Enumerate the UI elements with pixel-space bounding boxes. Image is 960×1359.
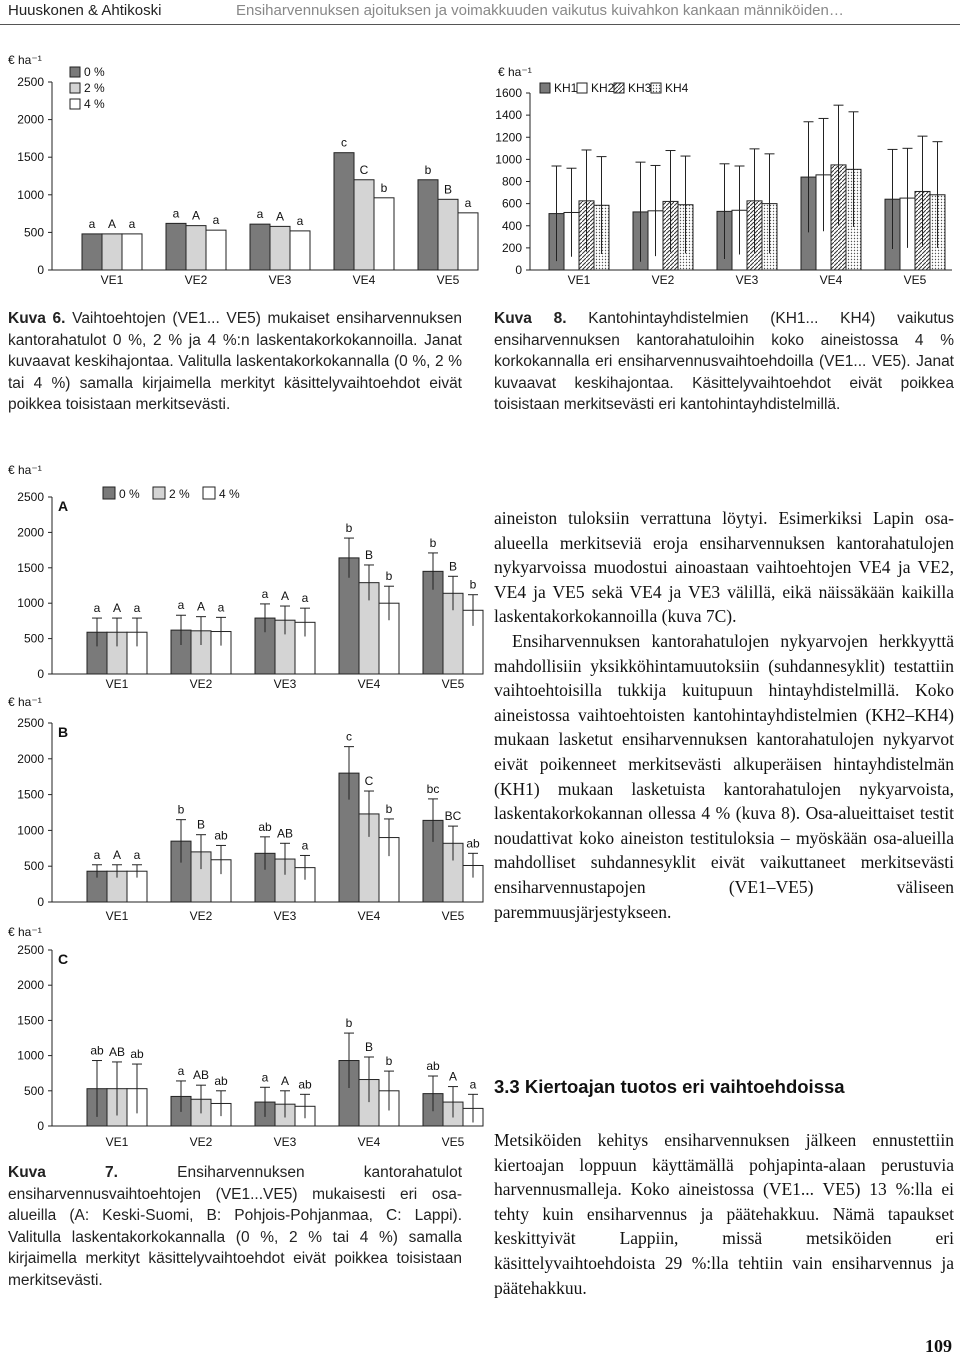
y-tick-label: 1200 [495, 130, 522, 145]
figure-8-caption-label: Kuva 8. [494, 310, 567, 327]
data-label: ab [214, 1073, 228, 1088]
x-tick-label: VE2 [184, 273, 208, 287]
figure-7-caption-label: Kuva 7. [8, 1164, 118, 1181]
data-label: ab [466, 836, 480, 851]
legend-label: 2 % [84, 81, 105, 95]
y-tick-label: 1000 [17, 596, 44, 611]
y-tick-label: 1000 [495, 152, 522, 167]
x-tick-label: VE3 [268, 273, 292, 287]
data-label: ab [214, 828, 228, 843]
x-tick-label: VE4 [357, 677, 381, 691]
data-label: b [469, 577, 477, 592]
x-tick-label: VE2 [189, 1135, 213, 1149]
y-tick-label: 1500 [17, 150, 44, 165]
figure-8-chart [490, 66, 952, 296]
data-label: b [424, 162, 432, 177]
y-tick-label: 2500 [17, 490, 44, 504]
figure-7c-chart [0, 925, 477, 1160]
data-label: A [448, 1069, 458, 1084]
data-label: b [345, 1016, 353, 1031]
y-tick-label: 0 [515, 263, 522, 277]
x-tick-label: VE4 [819, 273, 843, 287]
y-tick-label: 2000 [17, 525, 44, 540]
data-label: A [275, 209, 285, 224]
y-tick-label: 500 [23, 859, 44, 874]
data-label: a [93, 847, 101, 862]
y-tick-label: 2500 [17, 75, 44, 89]
bar [458, 213, 478, 270]
data-label: a [301, 838, 309, 853]
legend-swatch [540, 83, 550, 93]
x-tick-label: VE2 [189, 909, 213, 923]
legend-label: 2 % [169, 487, 190, 501]
bar [354, 180, 374, 270]
bar [186, 226, 206, 270]
data-label: A [196, 599, 206, 614]
legend-label: KH1 [554, 81, 578, 95]
y-tick-label: 0 [37, 895, 44, 909]
legend-swatch [70, 83, 80, 93]
data-label: a [177, 1063, 185, 1078]
legend-swatch [577, 83, 587, 93]
data-label: a [261, 586, 269, 601]
x-tick-label: VE1 [105, 1135, 129, 1149]
data-label: B [364, 1040, 374, 1055]
data-label: A [107, 216, 117, 231]
legend-swatch [70, 67, 80, 77]
x-tick-label: VE2 [651, 273, 675, 287]
x-tick-label: VE3 [273, 909, 297, 923]
panel-letter: A [58, 498, 69, 514]
data-label: ab [258, 819, 272, 834]
figure-8-caption [494, 308, 954, 416]
x-tick-label: VE4 [352, 273, 376, 287]
data-label: bc [426, 781, 440, 796]
figure-6-caption-text: Vaihtoehtojen (VE1... VE5) mukaiset ensiharvennuksen kantorahatulot 0 %, 2 % ja 4 %:n laskentakorkokannoilla. Janat kuvaavat keskihajontaa. Valitulla laskentakorkokannalla (0 %, 2 % tai 4 %) samalla kirjaimella merkityt käsittelyvaihtoehdot eivät poikkea toisistaan merkitsevästi. [8, 310, 463, 413]
y-axis-label: € ha⁻¹ [8, 463, 42, 477]
y-tick-label: 2000 [17, 112, 44, 127]
data-label: b [345, 521, 353, 536]
y-tick-label: 600 [501, 196, 522, 211]
bar [166, 223, 186, 270]
data-label: b [385, 1054, 393, 1069]
figure-7b-chart [0, 695, 480, 926]
data-label: a [261, 1070, 269, 1085]
y-tick-label: 500 [23, 631, 44, 646]
y-tick-label: 1400 [495, 108, 522, 123]
header-running-title: Ensiharvennuksen ajoituksen ja voimakkuuden vaikutus kuivahkon kankaan männiköiden… [236, 2, 844, 19]
y-tick-label: 2000 [17, 751, 44, 766]
data-label: a [469, 1077, 477, 1092]
data-label: C [359, 162, 369, 177]
bar [206, 230, 226, 270]
x-tick-label: VE3 [273, 677, 297, 691]
y-tick-label: 500 [23, 225, 44, 240]
x-tick-label: VE4 [357, 909, 381, 923]
y-tick-label: 1000 [17, 187, 44, 202]
y-tick-label: 1500 [17, 560, 44, 575]
y-tick-label: 1500 [17, 787, 44, 802]
figure-7a-chart [0, 463, 477, 698]
y-tick-label: 1000 [17, 1048, 44, 1063]
y-axis-label: € ha⁻¹ [8, 53, 42, 67]
data-label: b [177, 802, 185, 817]
data-label: a [88, 216, 96, 231]
data-label: a [128, 216, 136, 231]
data-label: B [443, 182, 453, 197]
data-label: a [177, 598, 185, 613]
legend-swatch [153, 487, 165, 499]
legend-label: 0 % [84, 65, 105, 79]
data-label: a [133, 847, 141, 862]
figure-8-caption-text: Kantohintayhdistelmien (KH1... KH4) vaikutus ensiharvennuksen kantorahatuloihin koko aineistossa 4 % korkokannalla eri ensiharvennusvaihtoehdoilla (VE1... VE5). Janat kuvaavat keskihajontaa. Käsittelyvaihtoehdot eivät poikkea toisistaan merkitsevästi eri kantohintayhdistelmillä. [494, 310, 954, 413]
data-label: AB [276, 826, 294, 841]
data-label: c [341, 135, 347, 150]
data-label: ab [298, 1077, 312, 1092]
legend-label: 4 % [219, 487, 240, 501]
running-header [0, 0, 960, 25]
bar [122, 234, 142, 270]
data-label: AB [108, 1044, 126, 1059]
y-axis-label: € ha⁻¹ [498, 65, 532, 79]
data-label: b [429, 535, 437, 550]
data-label: b [385, 801, 393, 816]
data-label: b [385, 569, 393, 584]
body-paragraph: Metsiköiden kehitys ensiharvennuksen jälkeen ennustettiin kiertoajan loppuun käyttämällä pohjapinta-alaan perustuvia harvennusmalleja. Koko aineistossa (VE1... VE5) 13 %:lla ei tehty kuin ensiharvennus ja päätehakkuu. Nämä tapaukset keskittyivät Lappiin, missä metsiköiden eri käsittelyvaihtoehdoista 29 %:lla tehtiin vain ensiharvennus ja päätehakkuu. [494, 1130, 954, 1298]
bar [374, 198, 394, 270]
legend-swatch [70, 99, 80, 109]
data-label: AB [192, 1068, 210, 1083]
x-tick-label: VE5 [441, 909, 465, 923]
body-text-column [494, 506, 954, 924]
y-tick-label: 200 [501, 240, 522, 255]
y-tick-label: 1600 [495, 86, 522, 100]
data-label: BC [444, 809, 462, 824]
legend-swatch [651, 83, 661, 93]
data-label: A [280, 1073, 290, 1088]
legend-swatch [203, 487, 215, 499]
y-tick-label: 500 [23, 1083, 44, 1098]
bar [290, 231, 310, 270]
bar [102, 234, 122, 270]
y-tick-label: 2500 [17, 716, 44, 730]
bar [438, 199, 458, 270]
x-tick-label: VE1 [105, 909, 129, 923]
y-tick-label: 400 [501, 218, 522, 233]
data-label: B [448, 559, 458, 574]
data-label: a [296, 213, 304, 228]
figure-7-caption [8, 1162, 462, 1291]
data-label: A [280, 589, 290, 604]
x-tick-label: VE4 [357, 1135, 381, 1149]
data-label: ab [130, 1047, 144, 1062]
legend-swatch [614, 83, 624, 93]
bar [82, 234, 102, 270]
body-paragraph: aineiston tuloksiin verrattuna löytyi. Esimerkiksi Lapin osa-alueella merkitseviä eroja ensiharvennuksen kantorahatulojen nykyarvoissa muodostui ainoastaan vaihtoehtojen VE4 ja VE2, VE4 ja VE5 sekä VE4 ja VE3 välillä, eikä näissäkään kaikilla laskentakorkokannoilla (kuva 7C). [494, 508, 954, 627]
legend-label: 0 % [119, 487, 140, 501]
y-tick-label: 0 [37, 1119, 44, 1133]
panel-letter: C [58, 951, 69, 967]
legend-label: KH2 [591, 81, 615, 95]
data-label: a [464, 195, 472, 210]
legend-swatch [103, 487, 115, 499]
data-label: b [380, 180, 388, 195]
data-label: B [364, 547, 374, 562]
y-tick-label: 2000 [17, 978, 44, 993]
figure-7-caption-text: Ensiharvennuksen kantorahatulot ensiharvennusvaihtoehtojen (VE1...VE5) mukaisesti eri osa-alueilla (A: Keski-Suomi, B: Pohjois-Pohjanmaa, C: Lappi). Valitulla laskentakorkokannalla (0 %, 2 % tai 4 %) samalla kirjaimella merkityt käsittelyvaihtoehdot eivät poikkea toisistaan merkitsevästi. [8, 1164, 463, 1289]
figure-6-chart [0, 53, 472, 296]
x-tick-label: VE2 [189, 677, 213, 691]
x-tick-label: VE1 [105, 677, 129, 691]
x-tick-label: VE5 [441, 1135, 465, 1149]
figure-6-caption [8, 308, 462, 416]
y-tick-label: 2500 [17, 943, 44, 957]
header-authors: Huuskonen & Ahtikoski [8, 2, 162, 19]
data-label: a [301, 591, 309, 606]
body-paragraph: Ensiharvennuksen kantorahatulojen nykyarvojen herkkyyttä mahdollisiin yksikköhintamuutoksiin (suhdannesyklit) testattiin vaihtoehtoisilla tukkija kuitupuun hintayhdistelmillä. Koko aineistossa vaihtoehtoisten kantohintayhdistelmien (KH2–KH4) mukaan lasketut ensiharvennuksen kantorahatulojen nykyarvot eivät poikenneet merkitsevästi alkuperäisen hintayhdistelmän (KH1) mukaan lasketuista kantorahatulojen nykyarvoista, laskentakorkokannan ollessa 4 % (kuva 8). Osa-alueittaiset testit noudattivat koko aineiston testituloksia – myöskään osa-alueilla mahdolliset suhdannesyklit eivät vaikuttaneet merkitsevästi ensiharvennustapojen (VE1–VE5) väliseen paremmuusjärjestykseen. [494, 630, 954, 922]
y-tick-label: 1500 [17, 1013, 44, 1028]
data-label: a [172, 206, 180, 221]
data-label: ab [426, 1059, 440, 1074]
y-axis-label: € ha⁻¹ [8, 695, 42, 709]
data-label: c [346, 729, 352, 744]
page-number: 109 [925, 1336, 952, 1356]
data-label: A [112, 847, 122, 862]
data-label: A [112, 601, 122, 616]
legend-label: KH3 [628, 81, 652, 95]
x-tick-label: VE1 [567, 273, 591, 287]
data-label: a [256, 207, 264, 222]
data-label: a [212, 213, 220, 228]
x-tick-label: VE3 [735, 273, 759, 287]
legend-label: KH4 [665, 81, 689, 95]
y-tick-label: 1000 [17, 823, 44, 838]
data-label: C [364, 774, 374, 789]
bar [418, 180, 438, 270]
y-tick-label: 0 [37, 263, 44, 277]
section-heading: 3.3 Kiertoajan tuotos eri vaihtoehdoissa [494, 1076, 845, 1097]
data-label: a [133, 601, 141, 616]
data-label: B [196, 817, 206, 832]
data-label: a [93, 601, 101, 616]
x-tick-label: VE3 [273, 1135, 297, 1149]
data-label: ab [90, 1043, 104, 1058]
legend-label: 4 % [84, 97, 105, 111]
x-tick-label: VE1 [100, 273, 124, 287]
x-tick-label: VE5 [441, 677, 465, 691]
body-text-column-2 [494, 1128, 954, 1300]
data-label: A [191, 208, 201, 223]
x-tick-label: VE5 [903, 273, 927, 287]
bar [250, 224, 270, 270]
y-tick-label: 800 [501, 174, 522, 189]
figure-6-caption-label: Kuva 6. [8, 310, 66, 327]
x-tick-label: VE5 [436, 273, 460, 287]
bar [270, 226, 290, 270]
data-label: a [217, 600, 225, 615]
bar [334, 153, 354, 270]
panel-letter: B [58, 724, 69, 740]
y-tick-label: 0 [37, 667, 44, 681]
y-axis-label: € ha⁻¹ [8, 925, 42, 939]
